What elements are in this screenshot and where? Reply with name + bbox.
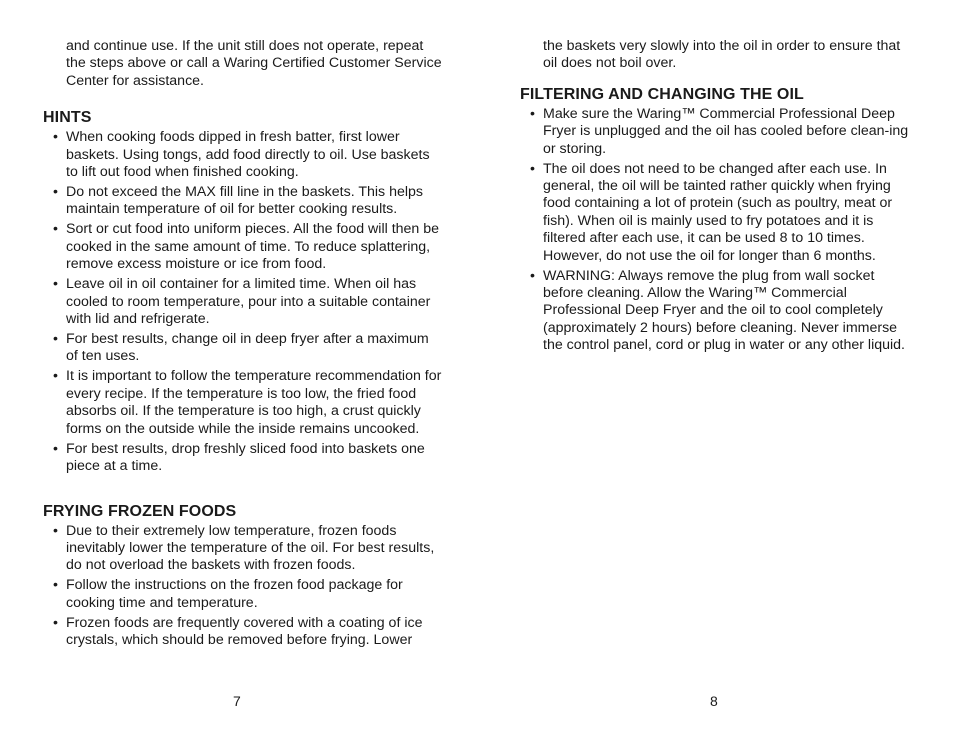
left-page xyxy=(43,38,443,652)
list-item: • The oil does not need to be changed after each use. In general, the oil will be tainted rather quickly when frying food containing a lot of protein (such as poultry, meat or fish). When oil is mainly used to fry potatoes and it is filtered after each use, it can be used 8 to 10 times. However, do not use the oil for longer than 6 months. xyxy=(520,161,912,265)
left-intro-text: and continue use. If the unit still does not operate, repeat the steps above or call a Waring Certified Customer Service Center for assistance. xyxy=(66,38,442,89)
list-item: • Frozen foods are frequently covered with a coating of ice crystals, which should be removed before frying. Lower xyxy=(43,615,443,650)
page-number-left: 7 xyxy=(233,693,241,709)
list-item: • Due to their extremely low temperature, frozen foods inevitably lower the temperature of the oil. For best results, do not overload the baskets with frozen foods. xyxy=(43,523,443,575)
filtering-list xyxy=(520,106,912,355)
frying-frozen-foods-heading: FRYING FROZEN FOODS xyxy=(43,502,237,520)
frozen-foods-list xyxy=(43,523,443,650)
hints-heading: HINTS xyxy=(43,109,92,127)
list-item: • It is important to follow the temperature recommendation for every recipe. If the temperature is too low, the fried food absorbs oil. If the temperature is too high, a crust quickly forms on the outside while the inside remains uncooked. xyxy=(43,368,443,438)
list-item: • Follow the instructions on the frozen food package for cooking time and temperature. xyxy=(43,577,443,612)
list-item: • When cooking foods dipped in fresh batter, first lower baskets. Using tongs, add food directly to oil. Use baskets to lift out food when finished cooking. xyxy=(43,129,443,181)
list-item: • For best results, drop freshly sliced food into baskets one piece at a time. xyxy=(43,441,443,476)
filtering-heading: FILTERING AND CHANGING THE OIL xyxy=(520,85,804,103)
list-item: • WARNING: Always remove the plug from wall socket before cleaning. Allow the Waring™ Commercial Professional Deep Fryer and the oil to cool completely (approximately 2 hours) before cleaning. Never immerse the control panel, cord or plug in water or any other liquid. xyxy=(520,268,912,355)
list-item: • Leave oil in oil container for a limited time. When oil has cooled to room temperature, pour into a suitable container with lid and refrigerate. xyxy=(43,276,443,328)
hints-list xyxy=(43,129,443,475)
list-item: • Do not exceed the MAX fill line in the baskets. This helps maintain temperature of oil for better cooking results. xyxy=(43,184,443,219)
list-item: • For best results, change oil in deep fryer after a maximum of ten uses. xyxy=(43,331,443,366)
right-intro-text: the baskets very slowly into the oil in order to ensure that oil does not boil over. xyxy=(543,38,901,72)
page-number-right: 8 xyxy=(710,693,718,709)
list-item: • Make sure the Waring™ Commercial Professional Deep Fryer is unplugged and the oil has cooled before clean-ing or storing. xyxy=(520,106,912,158)
list-item: • Sort or cut food into uniform pieces. All the food will then be cooked in the same amount of time. To reduce splattering, remove excess moisture or ice from food. xyxy=(43,221,443,273)
right-page xyxy=(520,38,912,357)
